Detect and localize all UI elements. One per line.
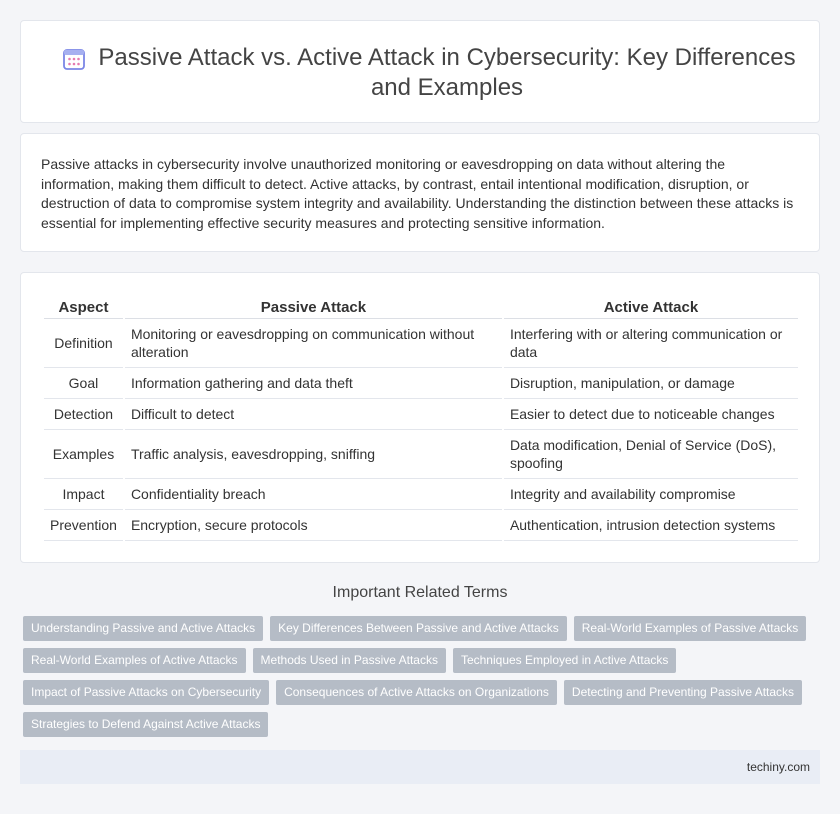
row-passive: Information gathering and data theft xyxy=(125,368,502,399)
related-term-tag[interactable]: Understanding Passive and Active Attacks xyxy=(23,616,263,641)
footer xyxy=(20,750,820,784)
table-row xyxy=(44,479,798,510)
row-aspect: Goal xyxy=(44,368,123,399)
row-passive: Traffic analysis, eavesdropping, sniffing xyxy=(125,430,502,479)
row-active: Easier to detect due to noticeable changes xyxy=(504,399,798,430)
comparison-table-card xyxy=(20,272,820,563)
row-passive: Difficult to detect xyxy=(125,399,502,430)
related-term-tag[interactable]: Methods Used in Passive Attacks xyxy=(253,648,446,673)
column-header-active: Active Attack xyxy=(504,296,798,319)
related-term-tag[interactable]: Impact of Passive Attacks on Cybersecurity xyxy=(23,680,269,705)
comparison-table xyxy=(42,296,800,541)
row-passive: Encryption, secure protocols xyxy=(125,510,502,541)
tag-row xyxy=(23,680,823,705)
row-active: Data modification, Denial of Service (DoS), spoofing xyxy=(504,430,798,479)
row-passive: Monitoring or eavesdropping on communication without alteration xyxy=(125,319,502,368)
related-term-tag[interactable]: Strategies to Defend Against Active Attacks xyxy=(23,712,268,737)
related-term-tag[interactable]: Real-World Examples of Active Attacks xyxy=(23,648,246,673)
related-term-tag[interactable]: Key Differences Between Passive and Active Attacks xyxy=(270,616,567,641)
header-card xyxy=(20,20,820,123)
related-terms-tags xyxy=(23,616,823,744)
tag-row xyxy=(23,616,823,641)
page-title: Passive Attack vs. Active Attack in Cybersecurity: Key Differences and Examples xyxy=(98,44,796,101)
row-aspect: Impact xyxy=(44,479,123,510)
related-terms-heading: Important Related Terms xyxy=(332,584,508,601)
tag-row xyxy=(23,648,823,673)
row-aspect: Examples xyxy=(44,430,123,479)
table-row xyxy=(44,430,798,479)
row-aspect: Prevention xyxy=(44,510,123,541)
related-term-tag[interactable]: Techniques Employed in Active Attacks xyxy=(453,648,676,673)
row-active: Interfering with or altering communication or data xyxy=(504,319,798,368)
related-term-tag[interactable]: Consequences of Active Attacks on Organizations xyxy=(276,680,557,705)
column-header-passive: Passive Attack xyxy=(125,296,502,319)
tag-row xyxy=(23,712,823,737)
column-header-aspect: Aspect xyxy=(44,296,123,319)
row-aspect: Detection xyxy=(44,399,123,430)
table-row xyxy=(44,399,798,430)
row-aspect: Definition xyxy=(44,319,123,368)
footer-site-link[interactable]: techiny.com xyxy=(746,760,810,774)
table-header-row xyxy=(44,296,798,319)
related-term-tag[interactable]: Detecting and Preventing Passive Attacks xyxy=(564,680,802,705)
row-active: Disruption, manipulation, or damage xyxy=(504,368,798,399)
row-active: Integrity and availability compromise xyxy=(504,479,798,510)
table-row xyxy=(44,510,798,541)
intro-card xyxy=(20,133,820,252)
row-active: Authentication, intrusion detection systems xyxy=(504,510,798,541)
table-row xyxy=(44,368,798,399)
intro-paragraph: Passive attacks in cybersecurity involve unauthorized monitoring or eavesdropping on data without altering the information, making them difficult to detect. Active attacks, by contrast, entail intentional modification, disruption, or destruction of data to compromise system integrity and availability. Understanding the distinction between these attacks is essential for implementing effective security measures and protecting sensitive information. xyxy=(41,156,794,231)
related-term-tag[interactable]: Real-World Examples of Passive Attacks xyxy=(574,616,807,641)
table-row xyxy=(44,319,798,368)
calendar-grid-icon xyxy=(61,46,87,72)
row-passive: Confidentiality breach xyxy=(125,479,502,510)
